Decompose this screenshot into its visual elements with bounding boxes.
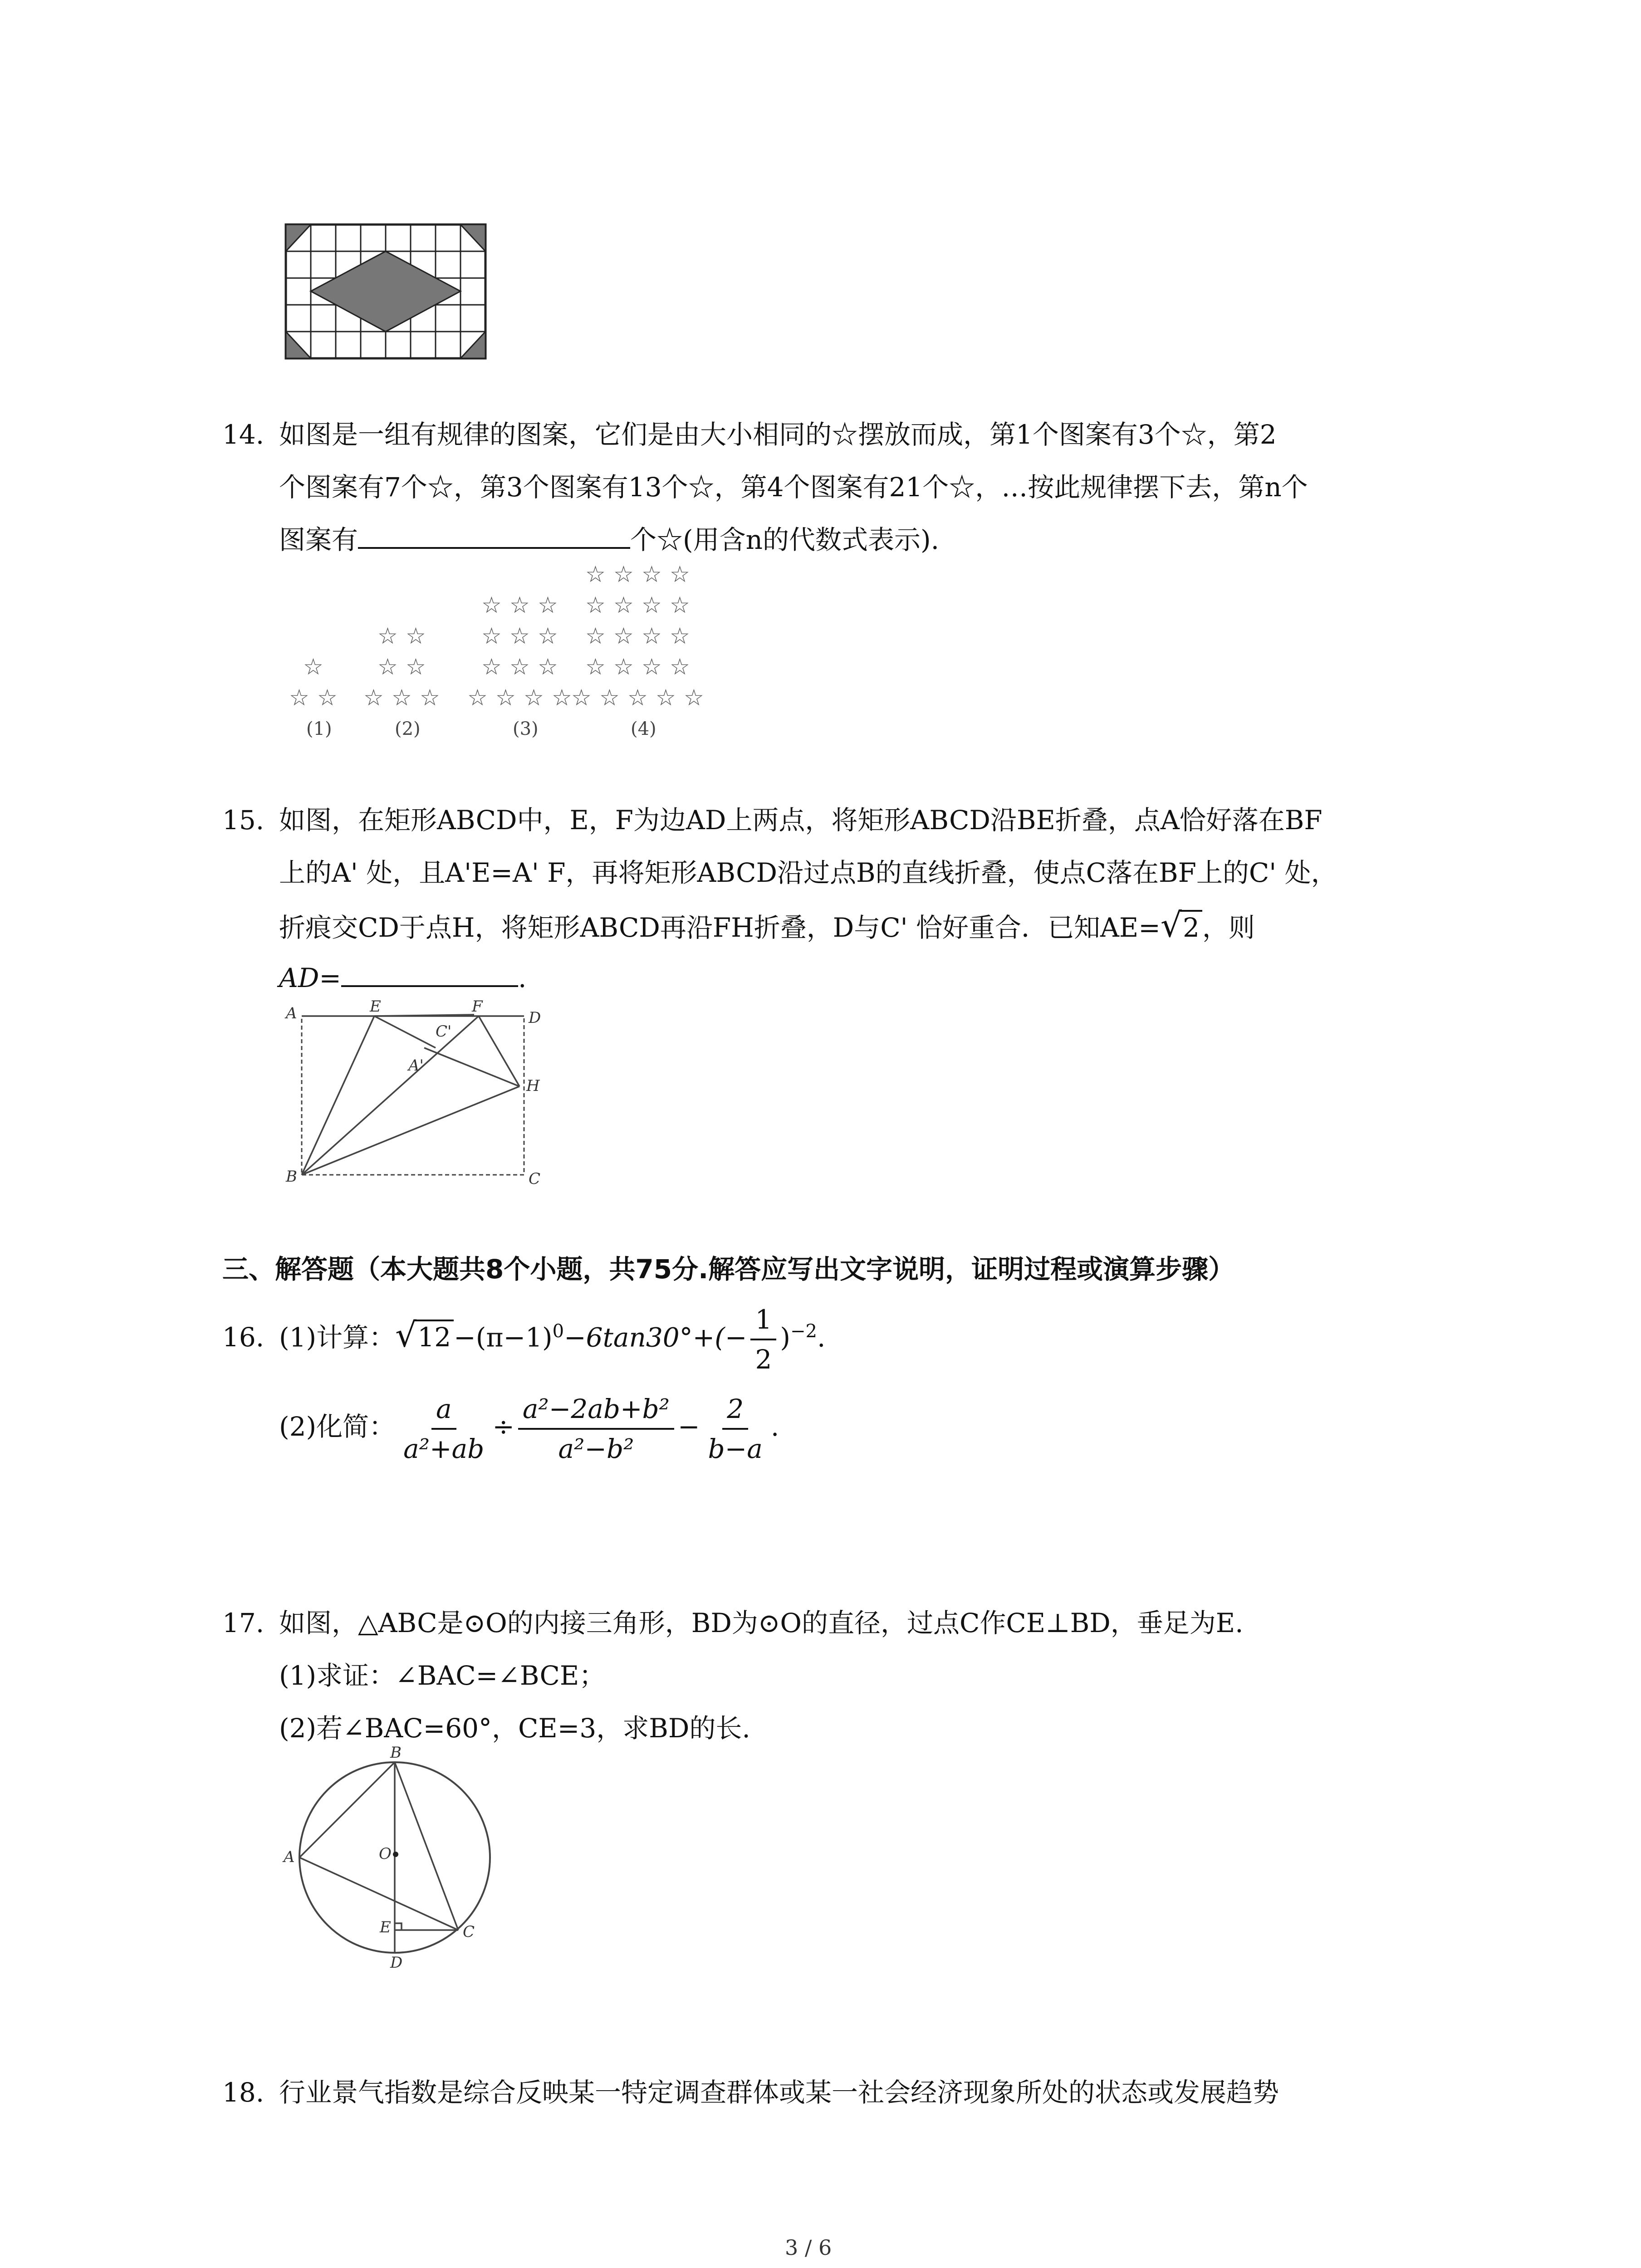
q16-part2-label: (2)化简： (279, 1411, 396, 1442)
q15-text-3: 折痕交CD于点H，将矩形ABCD再沿FH折叠，D与C' 恰好重合．已知AE= (279, 912, 1161, 943)
star-icon: ☆ (684, 684, 704, 711)
q15-number: 15. (222, 805, 265, 836)
q16-expr-1: −(π−1) (454, 1322, 553, 1353)
q15-text-1: 如图，在矩形ABCD中，E，F为边AD上两点，将矩形ABCD沿BE折叠，点A恰好落在BF (279, 805, 1323, 836)
frac-denominator: b−a (708, 1433, 763, 1464)
star-icon: ☆ (642, 654, 662, 680)
caption-4: (4) (631, 719, 656, 739)
q16-frac-half (750, 1300, 776, 1378)
q15-line1 (222, 794, 1323, 846)
star-icon: ☆ (481, 654, 502, 680)
q16-expr-3: ) (780, 1322, 790, 1353)
label-F: F (472, 997, 483, 1016)
star-icon: ☆ (363, 684, 384, 711)
frac-numerator: 2 (722, 1390, 748, 1430)
label-C: C (463, 1923, 475, 1941)
sqrt-sign: √ (395, 1315, 417, 1355)
star-icon: ☆ (613, 623, 634, 649)
star-icon: ☆ (538, 623, 558, 649)
q17-text-1: 如图，△ABC是⊙O的内接三角形，BD为⊙O的直径，过点C作CE⊥BD，垂足为E. (279, 1608, 1244, 1638)
star-icon: ☆ (538, 592, 558, 618)
star-pattern-figure (279, 556, 764, 746)
frac-numerator: a (431, 1390, 456, 1430)
label-E: E (380, 1918, 391, 1936)
grid-rhombus-figure (284, 222, 492, 363)
q16-part1 (222, 1297, 825, 1378)
star-icon: ☆ (406, 623, 426, 649)
caption-1: (1) (306, 719, 332, 739)
q15-text-4-end: . (518, 963, 527, 993)
star-icon: ☆ (406, 654, 426, 680)
star-icon: ☆ (670, 561, 690, 587)
star-icon: ☆ (377, 623, 398, 649)
frac-numerator: a²−2ab+b² (518, 1390, 674, 1430)
star-icon: ☆ (613, 561, 634, 587)
star-icon: ☆ (670, 623, 690, 649)
q14-text-3b: 个☆(用含n的代数式表示). (630, 524, 940, 555)
label-C: C (529, 1170, 541, 1188)
q18-text-1: 行业景气指数是综合反映某一特定调查群体或某一社会经济现象所处的状态或发展趋势 (279, 2077, 1279, 2108)
star-icon: ☆ (509, 623, 530, 649)
star-icon: ☆ (377, 654, 398, 680)
q16-part2 (279, 1383, 779, 1470)
star-icon: ☆ (538, 654, 558, 680)
star-icon: ☆ (552, 684, 572, 711)
label-A-prime: A' (408, 1056, 424, 1075)
star-icon: ☆ (392, 684, 412, 711)
page-number: 3 / 6 (785, 2235, 832, 2260)
label-A: A (286, 1004, 297, 1022)
star-icon: ☆ (585, 623, 606, 649)
star-icon: ☆ (656, 684, 676, 711)
q16-exp-0: 0 (552, 1321, 564, 1342)
q14-text-1: 如图是一组有规律的图案，它们是由大小相同的☆摆放而成，第1个图案有3个☆，第2 (279, 419, 1277, 450)
q15-text-3-end: ，则 (1202, 912, 1255, 943)
q15-line2: 上的A' 处，且A'E=A' F，再将矩形ABCD沿过点B的直线折叠，使点C落在BF上的C' 处， (279, 857, 1337, 888)
q14-line2: 个图案有7个☆，第3个图案有13个☆，第4个图案有21个☆，…按此规律摆下去，第n个 (279, 472, 1308, 503)
star-icon: ☆ (289, 684, 309, 711)
star-icon: ☆ (420, 684, 440, 711)
star-icon: ☆ (303, 654, 323, 680)
q16-frac-1 (399, 1390, 489, 1468)
q17-line1 (222, 1597, 1244, 1649)
label-C-prime: C' (436, 1022, 452, 1041)
star-icon: ☆ (585, 561, 606, 587)
label-B: B (390, 1746, 402, 1762)
circle-triangle-figure (279, 1746, 515, 1973)
sqrt-sign: √ (1160, 906, 1182, 945)
star-icon: ☆ (585, 592, 606, 618)
star-icon: ☆ (481, 623, 502, 649)
label-A: A (284, 1848, 295, 1866)
star-icon: ☆ (642, 561, 662, 587)
star-icon: ☆ (642, 592, 662, 618)
label-D: D (390, 1954, 403, 1972)
frac-denominator: 2 (755, 1344, 772, 1375)
q16-part2-end: . (770, 1411, 779, 1442)
star-icon: ☆ (670, 592, 690, 618)
frac-denominator: a²+ab (403, 1433, 485, 1464)
q14-line1 (222, 408, 1277, 461)
star-icon: ☆ (599, 684, 620, 711)
star-icon: ☆ (467, 684, 488, 711)
q14-number: 14. (222, 419, 265, 450)
star-icon: ☆ (627, 684, 648, 711)
star-groups (289, 561, 704, 711)
caption-3: (3) (513, 719, 539, 739)
q16-frac-3 (704, 1390, 767, 1468)
rectangle-fold-figure (279, 996, 551, 1195)
q17-line3: (2)若∠BAC=60°，CE=3，求BD的长. (279, 1713, 750, 1744)
q14-answer-blank[interactable] (358, 515, 630, 549)
star-icon: ☆ (670, 654, 690, 680)
q15-ad-label: AD= (279, 963, 341, 993)
q16-sqrt-value: 12 (415, 1320, 454, 1353)
star-icon: ☆ (613, 654, 634, 680)
label-E: E (370, 997, 381, 1016)
star-icon: ☆ (585, 654, 606, 680)
q16-number: 16. (222, 1322, 265, 1353)
q16-frac-2 (518, 1390, 674, 1468)
section-3-heading: 三、解答题（本大题共8个小题，共75分.解答应写出文字说明，证明过程或演算步骤） (222, 1254, 1235, 1285)
q17-line2: (1)求证：∠BAC=∠BCE； (279, 1660, 606, 1691)
label-D: D (529, 1009, 541, 1027)
frac-numerator: 1 (750, 1300, 776, 1340)
q18-line1 (222, 2066, 1279, 2119)
q15-answer-blank[interactable] (341, 953, 518, 987)
label-O: O (379, 1845, 392, 1863)
label-H: H (526, 1077, 540, 1095)
q15-line3 (279, 899, 1255, 954)
q16-exp: −2 (790, 1321, 817, 1342)
q16-end: . (817, 1322, 826, 1353)
q16-expr-2: −6tan30°+(− (564, 1322, 747, 1353)
q15-sqrt-value: 2 (1180, 910, 1202, 943)
star-icon: ☆ (495, 684, 516, 711)
star-icon: ☆ (524, 684, 544, 711)
star-icon: ☆ (317, 684, 338, 711)
q16-part1-label: (1)计算： (279, 1322, 396, 1353)
q17-number: 17. (222, 1608, 265, 1638)
star-icon: ☆ (509, 654, 530, 680)
label-B: B (286, 1168, 297, 1186)
star-icon: ☆ (481, 592, 502, 618)
star-icon: ☆ (613, 592, 634, 618)
star-icon: ☆ (642, 623, 662, 649)
star-icon: ☆ (571, 684, 592, 711)
caption-2: (2) (395, 719, 421, 739)
frac-denominator: a²−b² (558, 1433, 634, 1464)
center-point (393, 1852, 398, 1857)
q14-text-3a: 图案有 (279, 524, 358, 555)
division-sign: ÷ (492, 1411, 514, 1442)
minus-sign: − (677, 1411, 700, 1442)
q18-number: 18. (222, 2077, 265, 2108)
star-icon: ☆ (509, 592, 530, 618)
